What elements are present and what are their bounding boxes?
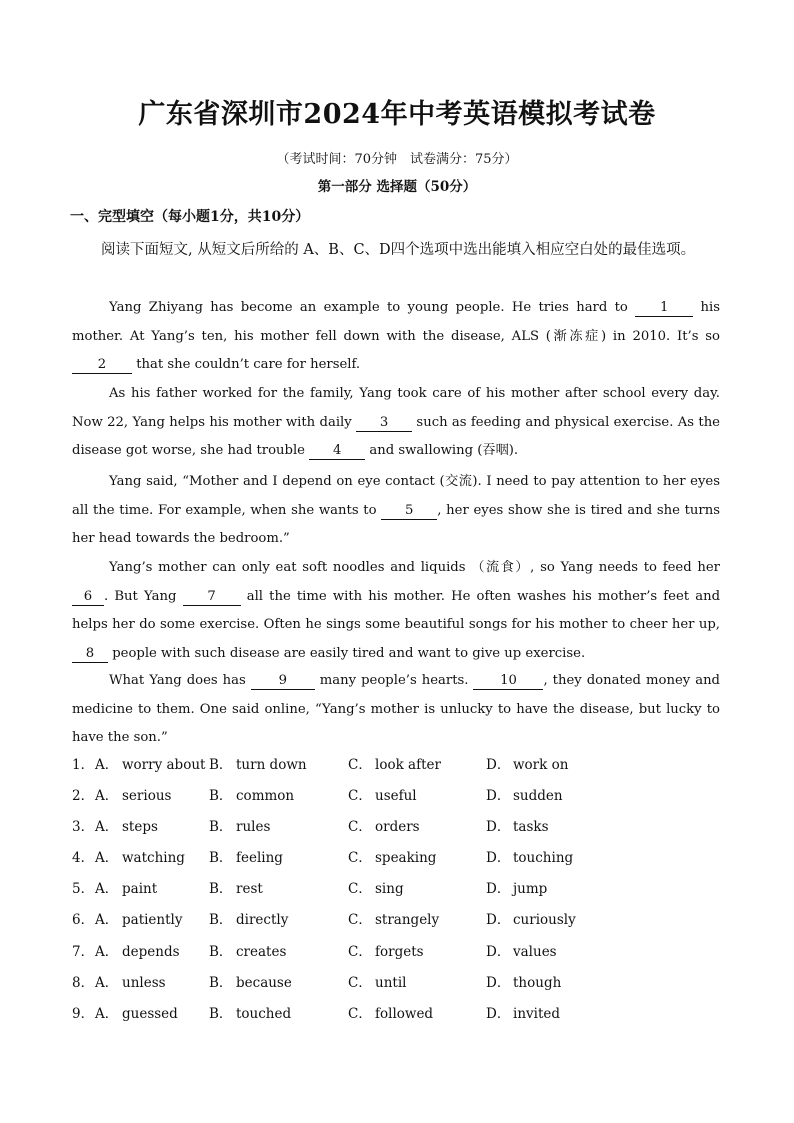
passage-text: What Yang does has bbox=[109, 673, 251, 688]
passage-paragraph-1 bbox=[72, 294, 720, 380]
passage-text: , they donated money and medicine to them. One said online, “Yang’s mother is unlucky to have the disease, but lucky to have the son.” bbox=[72, 673, 720, 746]
passage-text: many people’s hearts. bbox=[314, 673, 474, 688]
option-a[interactable]: A． worry about bbox=[95, 757, 206, 773]
option-a[interactable]: A． paint bbox=[95, 881, 158, 898]
passage-text: Yang Zhiyang has become an example to young people. He tries hard to bbox=[109, 300, 636, 315]
question-row-6 bbox=[72, 907, 722, 938]
passage-paragraph-3 bbox=[72, 468, 720, 554]
option-b[interactable]: B． because bbox=[209, 974, 292, 991]
passage-paragraph-5 bbox=[72, 667, 720, 753]
question-number: 9． bbox=[72, 1005, 95, 1022]
section-instruction: 阅读下面短文, 从短文后所给的 A、B、C、D四个选项中选出能填入相应空白处的最佳选项。 bbox=[101, 242, 696, 258]
question-row-8 bbox=[72, 970, 722, 1001]
option-c[interactable]: C． orders bbox=[348, 819, 420, 836]
option-c[interactable]: C． look after bbox=[348, 757, 441, 773]
passage-text: all the time with his mother. He often washes his mother’s feet and helps her do some exercise. Often he sings some beautiful songs for his mother to cheer her up, bbox=[72, 588, 721, 633]
question-number: 8． bbox=[72, 974, 95, 991]
question-number: 5． bbox=[72, 881, 95, 898]
option-a[interactable]: A． steps bbox=[95, 819, 158, 836]
options-list bbox=[72, 752, 722, 1032]
option-a[interactable]: A． unless bbox=[95, 974, 166, 991]
option-c[interactable]: C． useful bbox=[348, 788, 417, 805]
option-d[interactable]: D． tasks bbox=[486, 819, 549, 836]
blank-7: 7 bbox=[183, 589, 241, 606]
question-number: 6． bbox=[72, 912, 95, 929]
option-d[interactable]: D． jump bbox=[486, 881, 548, 898]
option-a[interactable]: A． watching bbox=[95, 850, 185, 867]
passage-text: As his father worked for the family, Yang took care of his mother after school every day. Now 22, Yang helps his mother with daily bbox=[72, 386, 720, 430]
passage-text: Yang said, “Mother and I depend on eye contact (交流). I need to pay attention to her eyes all the time. For example, when she wants to bbox=[72, 474, 720, 518]
passage-text: , her eyes show she is tired and she turns her head towards the bedroom.” bbox=[72, 502, 720, 547]
passage-text: Yang’s mother can only eat soft noodles and liquids （流食）, so Yang needs to feed her bbox=[109, 560, 720, 575]
passage-paragraph-4 bbox=[72, 554, 720, 669]
option-c[interactable]: C． forgets bbox=[348, 943, 424, 960]
option-b[interactable]: B． creates bbox=[209, 943, 287, 960]
blank-10: 10 bbox=[473, 673, 543, 690]
option-c[interactable]: C． strangely bbox=[348, 912, 440, 929]
option-b[interactable]: B． turn down bbox=[209, 757, 307, 773]
option-b[interactable]: B． rest bbox=[209, 881, 263, 898]
exam-info: （考试时间：70分钟 试卷满分：75分） bbox=[276, 152, 518, 167]
option-b[interactable]: B． touched bbox=[209, 1005, 292, 1022]
option-c[interactable]: C． sing bbox=[348, 881, 404, 898]
question-row-1 bbox=[72, 752, 722, 783]
passage-text: such as feeding and physical exercise. As the disease got worse, she had trouble bbox=[72, 414, 720, 459]
option-b[interactable]: B． rules bbox=[209, 819, 271, 836]
exam-title: 广东省深圳市2024年中考英语模拟考试卷 bbox=[138, 99, 656, 130]
option-b[interactable]: B． feeling bbox=[209, 850, 283, 867]
question-number: 2． bbox=[72, 788, 95, 805]
option-b[interactable]: B． directly bbox=[209, 912, 289, 929]
passage-text: and swallowing (吞咽). bbox=[365, 443, 519, 459]
passage-paragraph-2 bbox=[72, 380, 720, 466]
option-c[interactable]: C． followed bbox=[348, 1005, 434, 1022]
blank-6: 6 bbox=[72, 589, 104, 606]
option-c[interactable]: C． speaking bbox=[348, 850, 437, 867]
question-number: 4． bbox=[72, 850, 95, 867]
option-d[interactable]: D． curiously bbox=[486, 912, 576, 929]
passage-text: . But Yang bbox=[104, 588, 183, 604]
question-row-4 bbox=[72, 845, 722, 876]
passage-text: that she couldn’t care for herself. bbox=[132, 357, 361, 373]
option-d[interactable]: D． values bbox=[486, 943, 557, 960]
option-a[interactable]: A． patiently bbox=[95, 912, 183, 929]
question-row-7 bbox=[72, 939, 722, 970]
question-number: 3． bbox=[72, 819, 95, 836]
question-number: 1． bbox=[72, 757, 95, 773]
option-d[interactable]: D． sudden bbox=[486, 788, 563, 805]
blank-3: 3 bbox=[356, 415, 412, 432]
option-d[interactable]: D． though bbox=[486, 974, 562, 991]
option-d[interactable]: D． invited bbox=[486, 1005, 561, 1022]
option-b[interactable]: B． common bbox=[209, 788, 295, 805]
passage-text: people with such disease are easily tired and want to give up exercise. bbox=[108, 646, 586, 662]
question-number: 7． bbox=[72, 943, 95, 960]
option-a[interactable]: A． serious bbox=[95, 788, 172, 805]
blank-2: 2 bbox=[72, 357, 132, 374]
option-a[interactable]: A． depends bbox=[95, 943, 180, 960]
blank-9: 9 bbox=[251, 673, 315, 690]
option-c[interactable]: C． until bbox=[348, 974, 407, 991]
question-row-5 bbox=[72, 876, 722, 907]
blank-1: 1 bbox=[635, 300, 693, 317]
question-row-9 bbox=[72, 1001, 722, 1032]
question-row-2 bbox=[72, 783, 722, 814]
passage-text: his mother. At Yang’s ten, his mother fell down with the disease, ALS (渐冻症) in 2010. It’s so bbox=[72, 300, 721, 344]
section-heading: 一、完型填空（每小题1分，共10分） bbox=[70, 209, 310, 225]
blank-5: 5 bbox=[381, 503, 437, 520]
option-a[interactable]: A． guessed bbox=[95, 1005, 178, 1022]
question-row-3 bbox=[72, 814, 722, 845]
option-d[interactable]: D． touching bbox=[486, 850, 574, 867]
part-title: 第一部分 选择题（50分） bbox=[317, 179, 477, 195]
option-d[interactable]: D． work on bbox=[486, 757, 569, 773]
blank-4: 4 bbox=[309, 443, 365, 460]
blank-8: 8 bbox=[72, 646, 108, 663]
